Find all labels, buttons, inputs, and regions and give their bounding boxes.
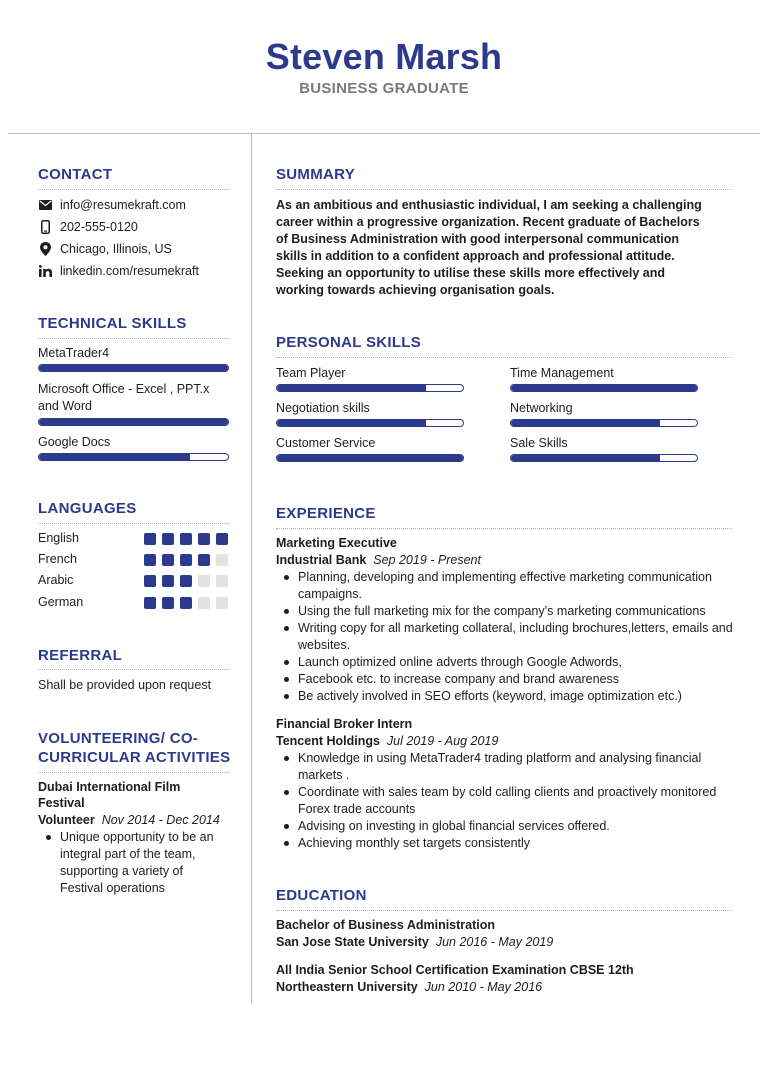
personal-skill-label: Team Player <box>276 366 346 380</box>
education-dates: Jun 2016 - May 2019 <box>435 935 554 949</box>
summary-text <box>276 197 746 299</box>
volunteering-role: Volunteer <box>38 813 95 827</box>
education-school-line <box>276 934 553 951</box>
rating-dot <box>144 597 156 609</box>
bullet-line: Coordinate with sales team by cold calling clients and proactively monitored <box>298 785 717 799</box>
summary-line: Seeking an opportunity to utilise these skills more effectively and <box>276 266 665 280</box>
personal-skill-bar <box>276 384 464 392</box>
summary-heading: SUMMARY <box>276 166 356 183</box>
language-level-dots <box>144 597 228 609</box>
job-bullets <box>276 750 746 852</box>
rating-dot <box>198 575 210 587</box>
bullet-line: Knowledge in using MetaTrader4 trading platform and analysing financial <box>298 751 702 765</box>
personal-skill-label: Negotiation skills <box>276 401 370 415</box>
personal-skill-label: Sale Skills <box>510 436 568 450</box>
language-level-dots <box>144 533 228 545</box>
bullet-line: integral part of the team, <box>60 847 196 861</box>
bullet-line: Writing copy for all marketing collateral, including brochures,letters, emails and <box>298 621 733 635</box>
rating-dot <box>144 575 156 587</box>
personal-skill-label: Networking <box>510 401 573 415</box>
contact-email <box>38 196 186 214</box>
tech-skill-bar <box>38 453 229 461</box>
contact-phone <box>38 218 138 236</box>
list-item <box>276 784 746 818</box>
rating-dot <box>216 597 228 609</box>
bullet-line: Forex trade accounts <box>298 802 416 816</box>
volunteering-dates: Nov 2014 - Dec 2014 <box>101 813 220 827</box>
education-degree: All India Senior School Certification Examination CBSE 12th <box>276 963 634 977</box>
languages-heading: LANGUAGES <box>38 500 137 517</box>
tech-skill-label: Microsoft Office - Excel , PPT.x <box>38 382 210 396</box>
location-pin-icon <box>38 242 52 256</box>
bullet-line: Unique opportunity to be an <box>60 830 214 844</box>
contact-rule <box>38 189 229 190</box>
job-dates: Sep 2019 - Present <box>373 553 481 567</box>
summary-line: skills in addition to a confident approach and professional attitude. <box>276 249 675 263</box>
list-item <box>276 671 746 688</box>
rating-dot <box>180 575 192 587</box>
volunteering-rule <box>38 772 229 773</box>
tech-skill-bar <box>38 364 229 372</box>
linkedin-icon <box>38 264 52 278</box>
personal-skill-bar <box>276 454 464 462</box>
education-school: San Jose State University <box>276 935 429 949</box>
referral-rule <box>38 669 229 670</box>
education-rule <box>276 910 732 911</box>
personal-skills-heading: PERSONAL SKILLS <box>276 334 422 351</box>
bullet-line: Be actively involved in SEO efforts (keyword, image optimization etc.) <box>298 689 682 703</box>
job-company: Industrial Bank <box>276 553 367 567</box>
summary-line: As an ambitious and enthusiastic individual, I am seeking a challenging <box>276 198 702 212</box>
technical-skills-rule <box>38 338 229 339</box>
rating-dot <box>216 533 228 545</box>
rating-dot <box>162 597 174 609</box>
experience-rule <box>276 528 732 529</box>
contact-email-text: info@resumekraft.com <box>60 197 186 212</box>
job-bullets <box>276 569 746 705</box>
list-item <box>276 569 746 603</box>
list-item <box>276 835 746 852</box>
languages-rule <box>38 523 229 524</box>
bullet-line: campaigns. <box>298 587 362 601</box>
rating-dot <box>162 575 174 587</box>
list-item <box>276 620 746 654</box>
summary-rule <box>276 189 732 190</box>
volunteering-org-line1: Dubai International Film <box>38 780 181 794</box>
education-heading: EDUCATION <box>276 887 367 904</box>
personal-skill-bar-fill <box>277 420 426 426</box>
contact-location <box>38 240 172 258</box>
job-company-line <box>276 733 498 750</box>
rating-dot <box>216 575 228 587</box>
bullet-line: markets . <box>298 768 350 782</box>
experience-heading: EXPERIENCE <box>276 505 376 522</box>
rating-dot <box>198 533 210 545</box>
contact-linkedin-text: linkedin.com/resumekraft <box>60 263 199 278</box>
contact-linkedin <box>38 262 199 280</box>
header-divider <box>8 133 760 134</box>
personal-skill-label: Time Management <box>510 366 614 380</box>
list-item <box>276 818 746 835</box>
personal-skill-bar-fill <box>511 420 660 426</box>
column-divider <box>251 134 252 1004</box>
education-school: Northeastern University <box>276 980 418 994</box>
bullet-line: Facebook etc. to increase company and brand awareness <box>298 672 620 686</box>
tech-skill-bar-fill <box>39 454 190 460</box>
volunteering-heading-line2: CURRICULAR ACTIVITIES <box>38 749 231 766</box>
personal-skill-bar <box>510 384 698 392</box>
bullet-line: supporting a variety of <box>60 864 183 878</box>
list-item <box>276 603 746 620</box>
personal-skill-bar-fill <box>277 455 463 461</box>
job-company-line <box>276 552 481 569</box>
language-label: German <box>38 595 84 609</box>
tech-skill-bar <box>38 418 229 426</box>
volunteering-org-line2: Festival <box>38 796 85 810</box>
tech-skill-bar-fill <box>39 365 228 371</box>
personal-skill-bar <box>276 419 464 427</box>
list-item <box>276 750 746 784</box>
candidate-title: BUSINESS GRADUATE <box>299 80 469 97</box>
rating-dot <box>198 597 210 609</box>
volunteering-heading-line1: VOLUNTEERING/ CO- <box>38 730 199 747</box>
rating-dot <box>180 533 192 545</box>
bullet-line: Achieving monthly set targets consistently <box>298 836 531 850</box>
bullet-line: Using the full marketing mix for the company’s marketing communications <box>298 604 706 618</box>
list-item <box>276 688 746 705</box>
personal-skill-bar <box>510 419 698 427</box>
education-degree: Bachelor of Business Administration <box>276 918 496 932</box>
bullet-line: websites. <box>298 638 351 652</box>
bullet-line: Festival operations <box>60 881 165 895</box>
summary-line: working towards achieving organisation goals. <box>276 283 555 297</box>
language-label: Arabic <box>38 573 74 587</box>
job-company: Tencent Holdings <box>276 734 380 748</box>
language-label: French <box>38 552 77 566</box>
rating-dot <box>144 533 156 545</box>
language-level-dots <box>144 575 228 587</box>
tech-skill-label: MetaTrader4 <box>38 346 110 360</box>
language-label: English <box>38 531 79 545</box>
rating-dot <box>216 554 228 566</box>
volunteering-bullets <box>38 829 238 897</box>
referral-text: Shall be provided upon request <box>38 678 212 692</box>
candidate-name: Steven Marsh <box>265 36 503 77</box>
volunteering-role-line <box>38 812 220 829</box>
envelope-icon <box>38 198 52 212</box>
rating-dot <box>162 533 174 545</box>
summary-line: career within a progressive organization. Recent graduate of Bachelors <box>276 215 700 229</box>
contact-phone-text: 202-555-0120 <box>60 219 138 234</box>
personal-skill-bar-fill <box>277 385 426 391</box>
personal-skill-label: Customer Service <box>276 436 376 450</box>
bullet-line: Launch optimized online adverts through Google Adwords, <box>298 655 622 669</box>
education-school-line <box>276 979 542 996</box>
job-role: Marketing Executive <box>276 536 397 550</box>
job-dates: Jul 2019 - Aug 2019 <box>386 734 499 748</box>
bullet-line: Planning, developing and implementing effective marketing communication <box>298 570 712 584</box>
tech-skill-bar-fill <box>39 419 228 425</box>
job-role: Financial Broker Intern <box>276 717 413 731</box>
language-level-dots <box>144 554 228 566</box>
personal-skill-bar-fill <box>511 385 697 391</box>
referral-heading: REFERRAL <box>38 647 123 664</box>
personal-skill-bar-fill <box>511 455 660 461</box>
tech-skill-label: and Word <box>38 399 92 413</box>
contact-heading: CONTACT <box>38 166 113 183</box>
list-item <box>38 829 238 897</box>
phone-icon <box>38 220 52 234</box>
contact-location-text: Chicago, Illinois, US <box>60 241 172 256</box>
rating-dot <box>180 597 192 609</box>
technical-skills-heading: TECHNICAL SKILLS <box>38 315 187 332</box>
rating-dot <box>198 554 210 566</box>
education-dates: Jun 2010 - May 2016 <box>424 980 543 994</box>
rating-dot <box>144 554 156 566</box>
bullet-line: Advising on investing in global financial services offered. <box>298 819 610 833</box>
tech-skill-label: Google Docs <box>38 435 111 449</box>
rating-dot <box>162 554 174 566</box>
rating-dot <box>180 554 192 566</box>
personal-skill-bar <box>510 454 698 462</box>
personal-skills-rule <box>276 357 732 358</box>
summary-line: of Business Administration with good interpersonal communication <box>276 232 680 246</box>
list-item <box>276 654 746 671</box>
